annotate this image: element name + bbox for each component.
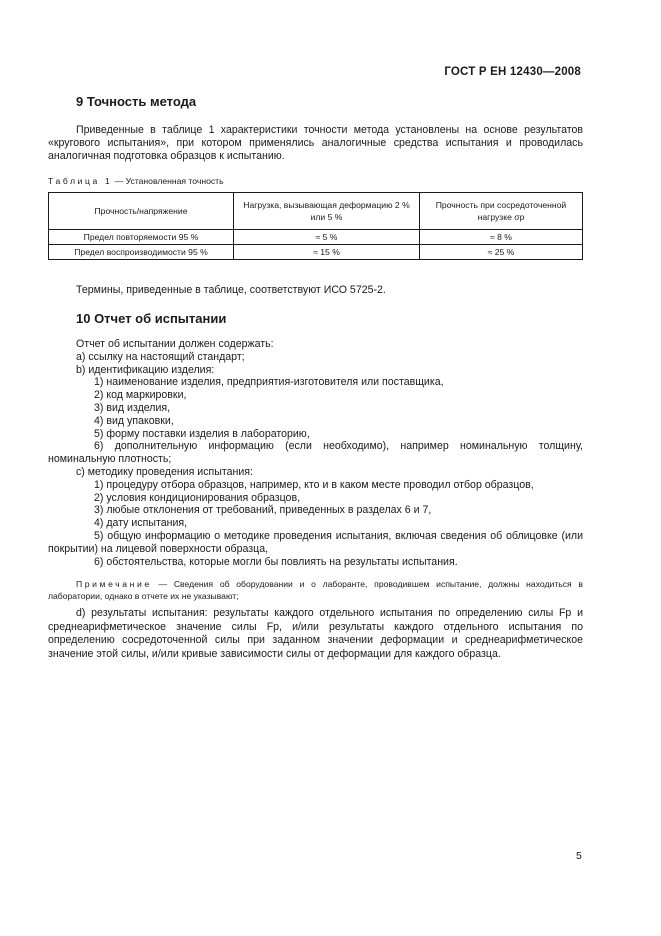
- list-item-b: b) идентификацию изделия:: [76, 363, 215, 376]
- section-9-title: 9 Точность метода: [76, 94, 197, 109]
- table-row: [49, 230, 583, 245]
- list-lead: Отчет об испытании должен содержать:: [76, 338, 274, 350]
- note-label: Примечание: [76, 579, 152, 589]
- table-caption-text: — Установленная точность: [112, 176, 224, 186]
- table-header-cell: Прочность при сосредоточенной нагрузке σp: [420, 193, 583, 230]
- list-item-c: c) методику проведения испытания:: [76, 465, 253, 478]
- list-subitem: 4) вид упаковки,: [94, 414, 174, 427]
- table-cell: ≈ 8 %: [420, 230, 583, 245]
- table-cell: ≈ 25 %: [420, 245, 583, 260]
- precision-table: [48, 192, 583, 260]
- page-number: 5: [576, 850, 582, 862]
- list-subitem: 3) любые отклонения от требований, приведенных в разделах 6 и 7,: [94, 504, 432, 517]
- table-cell: ≈ 15 %: [234, 245, 420, 260]
- table-caption-label: Таблица 1: [48, 176, 113, 186]
- table-cell: ≈ 5 %: [234, 230, 420, 245]
- list-subitem: 5) форму поставки изделия в лабораторию,: [94, 427, 310, 440]
- report-contents-list: [48, 338, 583, 568]
- table-header-cell: Прочность/напряжение: [49, 193, 234, 230]
- section-10-title: 10 Отчет об испытании: [76, 311, 227, 326]
- list-subitem: 2) условия кондиционирования образцов,: [94, 491, 301, 504]
- list-subitem: 6) обстоятельства, которые могли бы повлиять на результаты испытания.: [94, 555, 458, 568]
- table-cell: Предел воспроизводимости 95 %: [49, 245, 234, 260]
- list-subitem: 4) дату испытания,: [94, 517, 188, 530]
- table-header-cell: Нагрузка, вызывающая деформацию 2 % или 5 %: [234, 193, 420, 230]
- table-header-row: [49, 193, 583, 230]
- list-item-a: a) ссылку на настоящий стандарт;: [76, 350, 245, 363]
- list-subitem: 1) наименование изделия, предприятия-изготовителя или поставщика,: [94, 376, 444, 389]
- note-paragraph: [48, 578, 583, 602]
- document-code: ГОСТ Р ЕН 12430—2008: [444, 66, 581, 78]
- list-subitem: 1) процедуру отбора образцов, например, кто и в каком месте проводил отбор образцов,: [94, 478, 534, 491]
- list-item-d: d) результаты испытания: результаты каждого отдельного испытания по определению силы Fp и среднеарифметическое значение силы Fp, и/или результаты каждого отдельного испытания по определению сосредоточенной силы при заданном значении деформации и среднеарифметическое значение этой силы, и/или кривые зависимости силы от деформации для каждого образца.: [48, 607, 583, 660]
- list-subitem: 3) вид изделия,: [94, 401, 171, 414]
- note-text: — Сведения об оборудовании и о лаборанте, проводившем испытание, должны находиться в лаборатории, однако в отчете их не указывают;: [48, 579, 583, 601]
- table-cell: Предел повторяемости 95 %: [49, 230, 234, 245]
- table-caption: [48, 176, 224, 186]
- section-9-intro: Приведенные в таблице 1 характеристики точности метода установлены на основе результатов «кругового испытания», при котором применялись аналогичные средства испытания и проводилась аналогичная подготовка образцов к испытанию.: [48, 124, 583, 163]
- list-subitem: 6) дополнительную информацию (если необходимо), например номинальную толщину, номинальную плотность;: [48, 440, 583, 466]
- list-subitem: 5) общую информацию о методике проведения испытания, включая сведения об облицовке (или покрытии) на лицевой поверхности образца,: [48, 529, 583, 555]
- list-subitem: 2) код маркировки,: [94, 389, 187, 402]
- table-row: [49, 245, 583, 260]
- terms-note: Термины, приведенные в таблице, соответствуют ИСО 5725-2.: [76, 284, 386, 296]
